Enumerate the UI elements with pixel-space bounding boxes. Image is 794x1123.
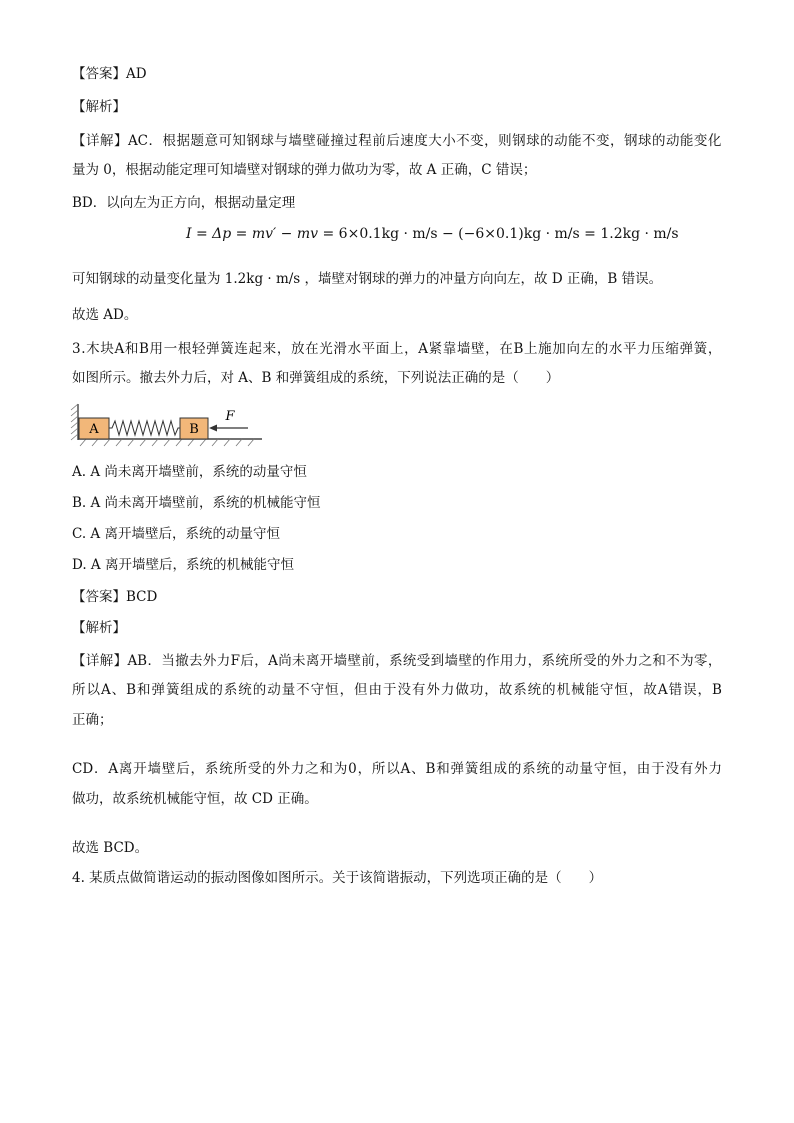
equation-lhs: I = Δp = mv′ − mv xyxy=(186,226,319,242)
stem-q3-line2: 如图所示。撤去外力后，对 A、B 和弹簧组成的系统，下列说法正确的是（ ） xyxy=(72,370,560,386)
detail-q2-line1: 【 详 解 】 AC ． 根 据 题 意 可 知 钢 球 与 墙 壁 碰 撞 过 程 前 后 速 度 大 小 不 变 ， 则 钢 球 的 动 能 不 变 ， 钢 球 的 动 能 变 化 xyxy=(72,133,722,149)
floor-hatching xyxy=(80,439,254,446)
force-arrowhead-icon xyxy=(209,425,217,432)
detail-q2-line2: 量为 0，根据动能定理可知墙壁对钢球的弹力做功为零，故 A 正确，C 错误； xyxy=(72,162,537,178)
analysis-heading-q2: 【解析】 xyxy=(72,99,126,115)
detail-q3-line2: 所 以 A 、 B 和 弹 簧 组 成 的 系 统 的 动 量 不 守 恒 ， 但 由 于 没 有 外 力 做 功 ， 故 系 统 的 机 械 能 守 恒 ， 故 A 错 误 ， B xyxy=(72,682,722,698)
spring-icon xyxy=(109,421,180,435)
equation-rhs: = 6×0.1kg · m/s − (−6×0.1)kg · m/s = 1.2kg · m/s xyxy=(318,226,679,242)
detail-q3-line1: 【 详 解 】 AB ． 当 撤 去 外 力 F 后 ， A 尚 未 离 开 墙 壁 前 ， 系 统 受 到 墙 壁 的 作 用 力 ， 系 统 所 受 的 外 力 之 和 不 为 零 ， xyxy=(72,653,722,669)
analysis-heading-q3: 【解析】 xyxy=(72,620,126,636)
stem-q3-line1: 3 . 木 块 A 和 B 用 一 根 轻 弹 簧 连 起 来 ， 放 在 光 滑 水 平 面 上 ， A 紧 靠 墙 壁 ， 在 B 上 施 加 向 左 的 水 平 力 压 缩 弹 簧 ， xyxy=(72,341,722,357)
option-d: D. A 离开墙壁后，系统的机械能守恒 xyxy=(72,557,294,573)
answer-q2: 【答案】AD xyxy=(72,66,147,82)
block-a-label: A xyxy=(89,422,99,437)
detail-q3-line3: 正确； xyxy=(72,712,113,728)
wall-hatching xyxy=(71,404,78,440)
select-q3: 故选 BCD。 xyxy=(72,840,149,856)
answer-q3: 【答案】BCD xyxy=(72,589,158,605)
impulse-equation xyxy=(186,226,679,242)
cd-q3-line1: CD ． A 离 开 墙 壁 后 ， 系 统 所 受 的 外 力 之 和 为 0 ， 所 以 A 、 B 和 弹 簧 组 成 的 系 统 的 动 量 守 恒 ， 由 于 没 有 外 力 xyxy=(72,761,722,777)
option-b: B. A 尚未离开墙壁前，系统的机械能守恒 xyxy=(72,495,321,511)
bd-line-q2: BD．以向左为正方向，根据动量定理 xyxy=(72,195,296,211)
cd-q3-line2: 做功，故系统机械能守恒，故 CD 正确。 xyxy=(72,791,318,807)
conclusion-q2: 可知钢球的动量变化量为 1.2kg · m/s ，墙壁对钢球的弹力的冲量方向向左，故 D 正确，B 错误。 xyxy=(72,271,663,287)
force-label: F xyxy=(225,409,235,424)
block-b-label: B xyxy=(189,422,199,437)
spring-blocks-figure xyxy=(70,402,270,450)
select-q2: 故选 AD。 xyxy=(72,307,138,323)
option-a: A. A 尚未离开墙壁前，系统的动量守恒 xyxy=(72,464,307,480)
stem-q4: 4. 某质点做简谐运动的振动图像如图所示。关于该简谐振动，下列选项正确的是（ ） xyxy=(72,870,603,886)
option-c: C. A 离开墙壁后，系统的动量守恒 xyxy=(72,526,280,542)
